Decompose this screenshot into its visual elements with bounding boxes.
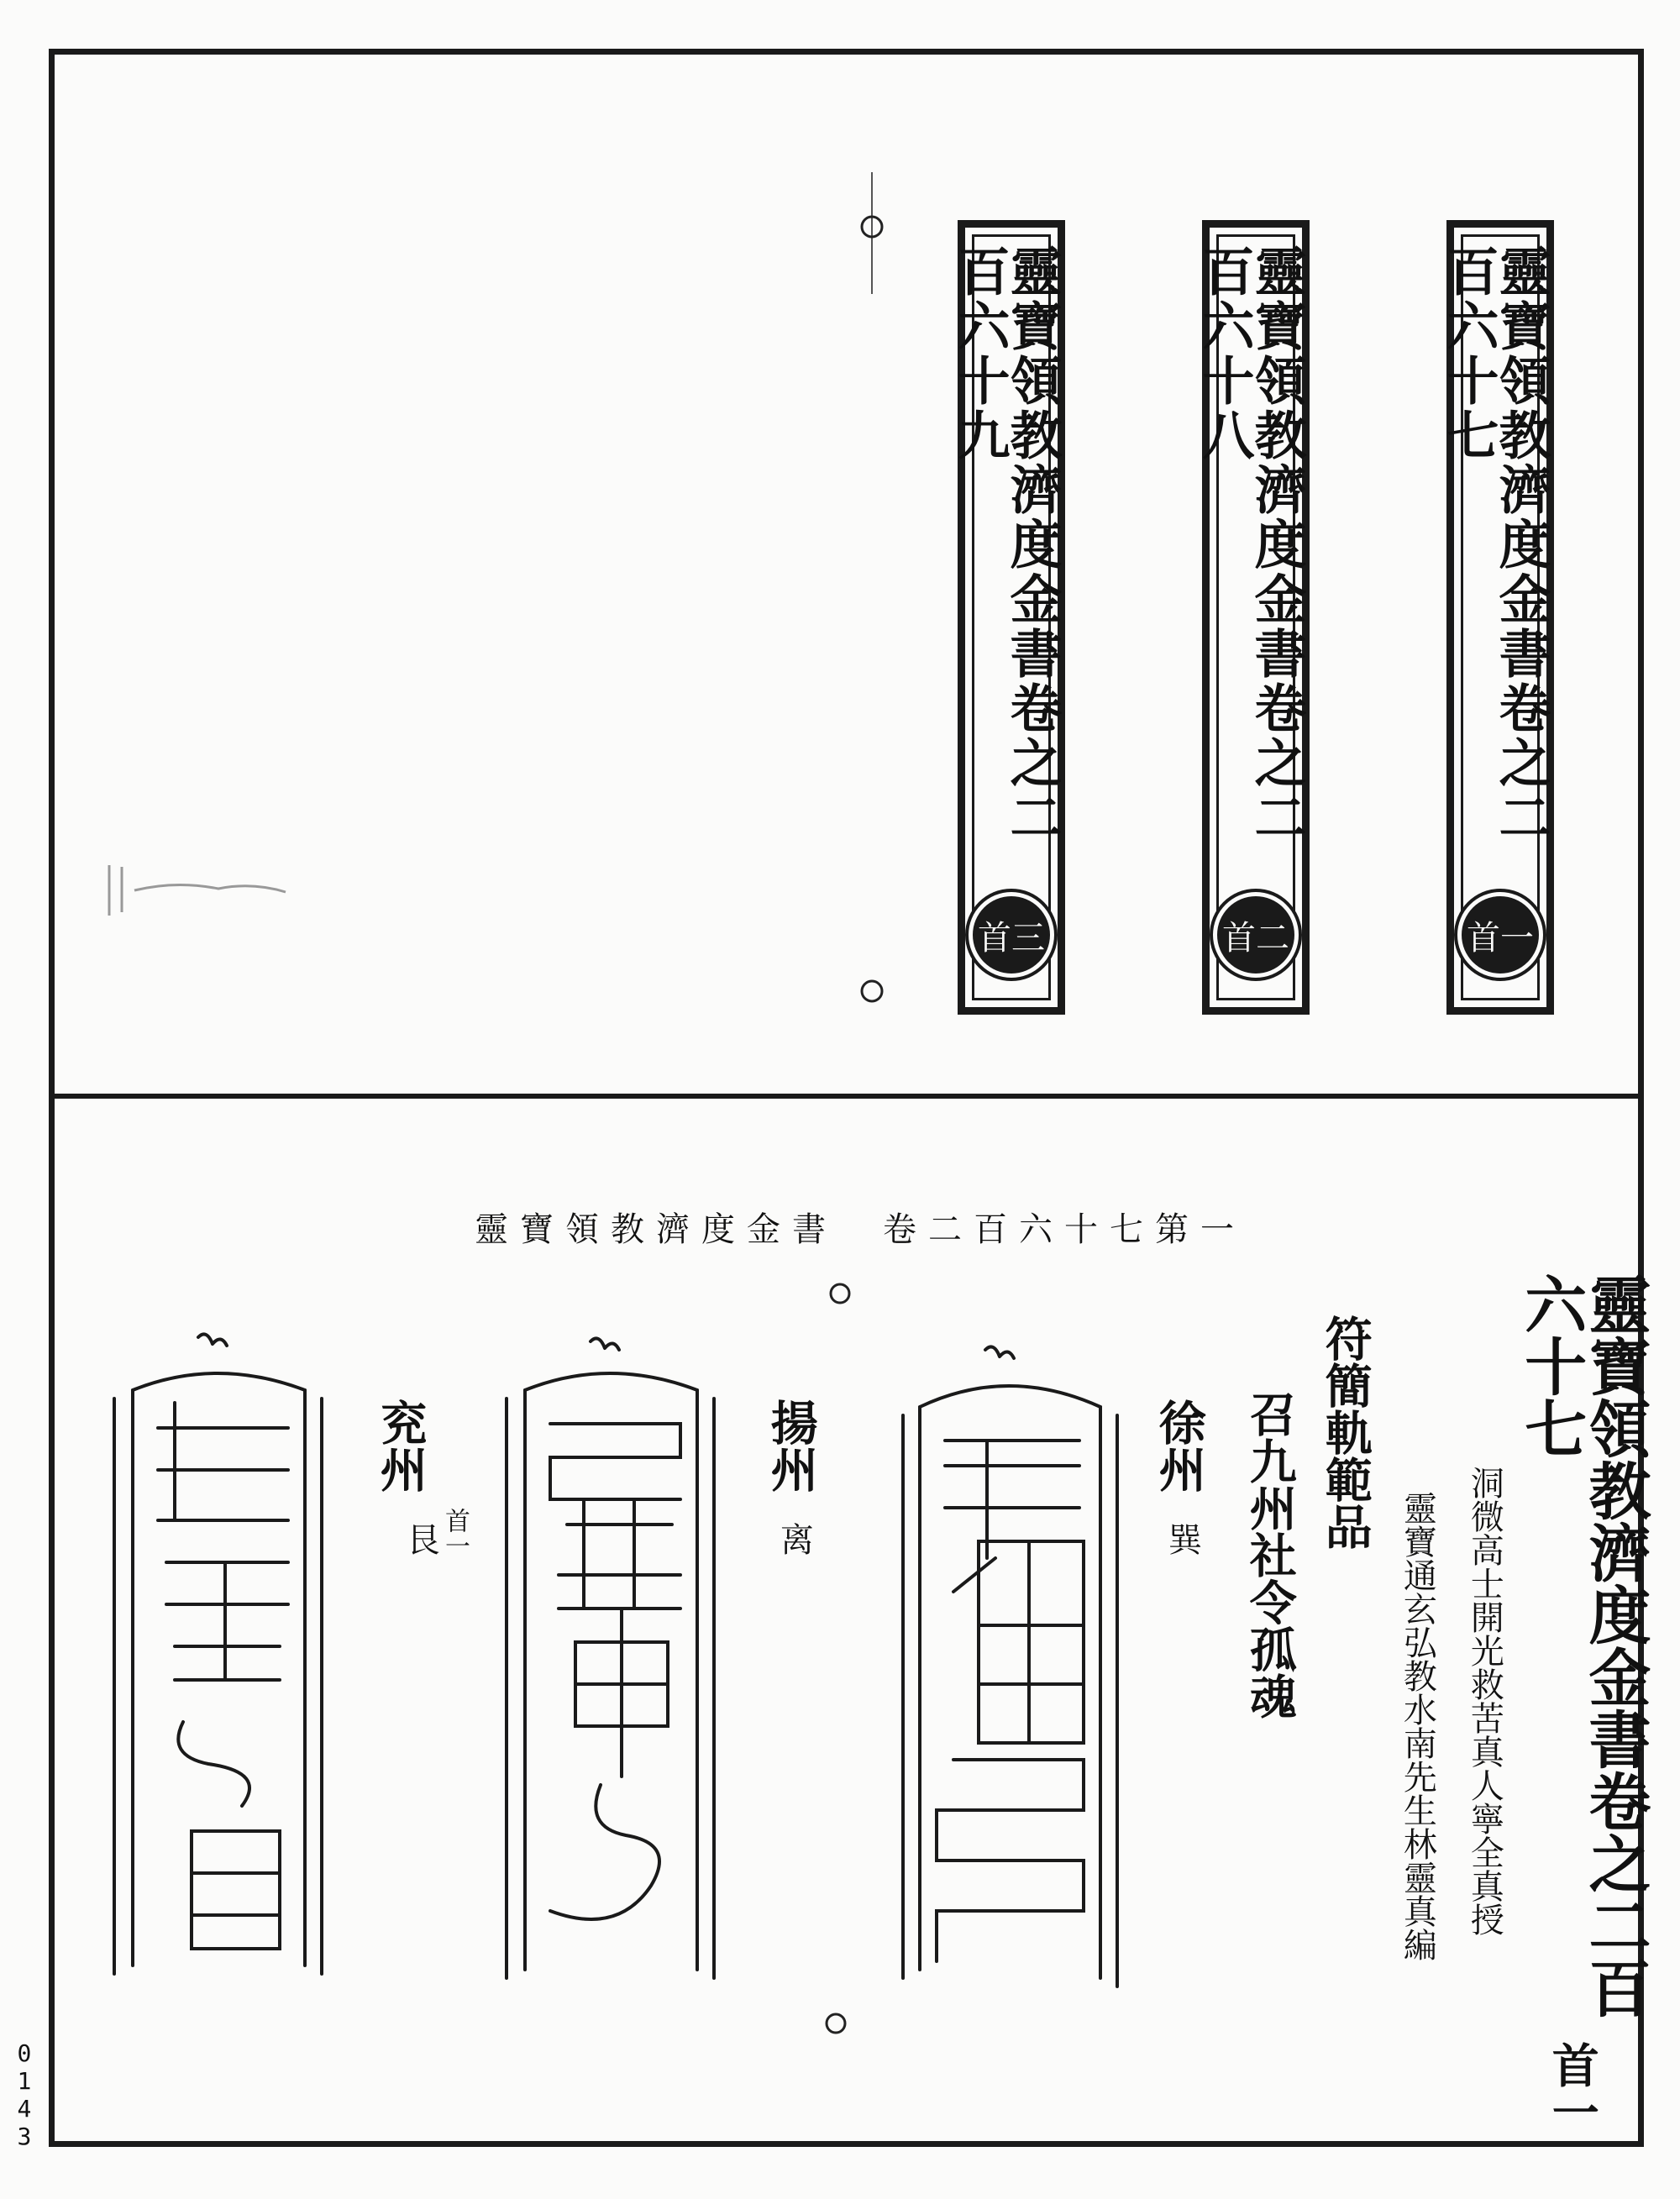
author-line-2: 靈寶通玄弘教水南先生林靈真編	[1398, 1491, 1437, 1961]
section-title: 符簡軌範品	[1317, 1315, 1373, 1550]
author-line-1: 洞微高士開光救苦真人寧全真授	[1465, 1466, 1504, 1936]
binding-hole	[823, 2011, 848, 2036]
page-number	[10, 2039, 39, 2154]
talisman-xuzhou-glyph	[886, 1340, 1130, 2054]
talisman-yanzhou-glyph	[99, 1327, 334, 2049]
spine-title: 靈寶領教濟度金書卷之二百六十九	[949, 244, 1063, 845]
talisman-label: 揚州	[763, 1399, 819, 1493]
spine-label-267	[1438, 220, 1554, 1015]
faint-scribble-mark	[101, 857, 294, 924]
spine-label-268	[1194, 220, 1310, 1015]
spine-badge: 首二	[1217, 896, 1294, 974]
talisman-side-note: 首一	[440, 1508, 470, 1558]
page-header: 靈寶領教濟度金書 卷二百六十七第一	[475, 1210, 1246, 1249]
volume-mark: 首一	[1544, 2041, 1600, 2135]
subsection-title: 召九州社令孤魂	[1242, 1390, 1298, 1719]
spine-badge: 首一	[1462, 896, 1539, 974]
spine-title: 靈寶領教濟度金書卷之二百六十八	[1194, 244, 1307, 845]
page-number-text: 0143	[10, 2039, 39, 2150]
talisman-yangzhou-glyph	[491, 1331, 727, 2054]
binding-marks-top	[848, 168, 899, 1016]
spine-title: 靈寶領教濟度金書卷之二百六十七	[1438, 244, 1551, 845]
talisman-note: 艮	[401, 1522, 440, 1556]
talisman-note: 巽	[1163, 1522, 1202, 1556]
spine-badge: 首三	[973, 896, 1050, 974]
volume-title: 靈寶領教濟度金書卷之二百六十七	[1515, 1273, 1651, 2018]
talisman-note: 离	[774, 1522, 814, 1556]
binding-hole	[827, 1281, 853, 1306]
spine-label-269	[949, 220, 1065, 1015]
page-divider	[55, 1094, 1638, 1099]
talisman-label: 兖州	[372, 1399, 428, 1493]
talisman-label: 徐州	[1151, 1399, 1207, 1493]
